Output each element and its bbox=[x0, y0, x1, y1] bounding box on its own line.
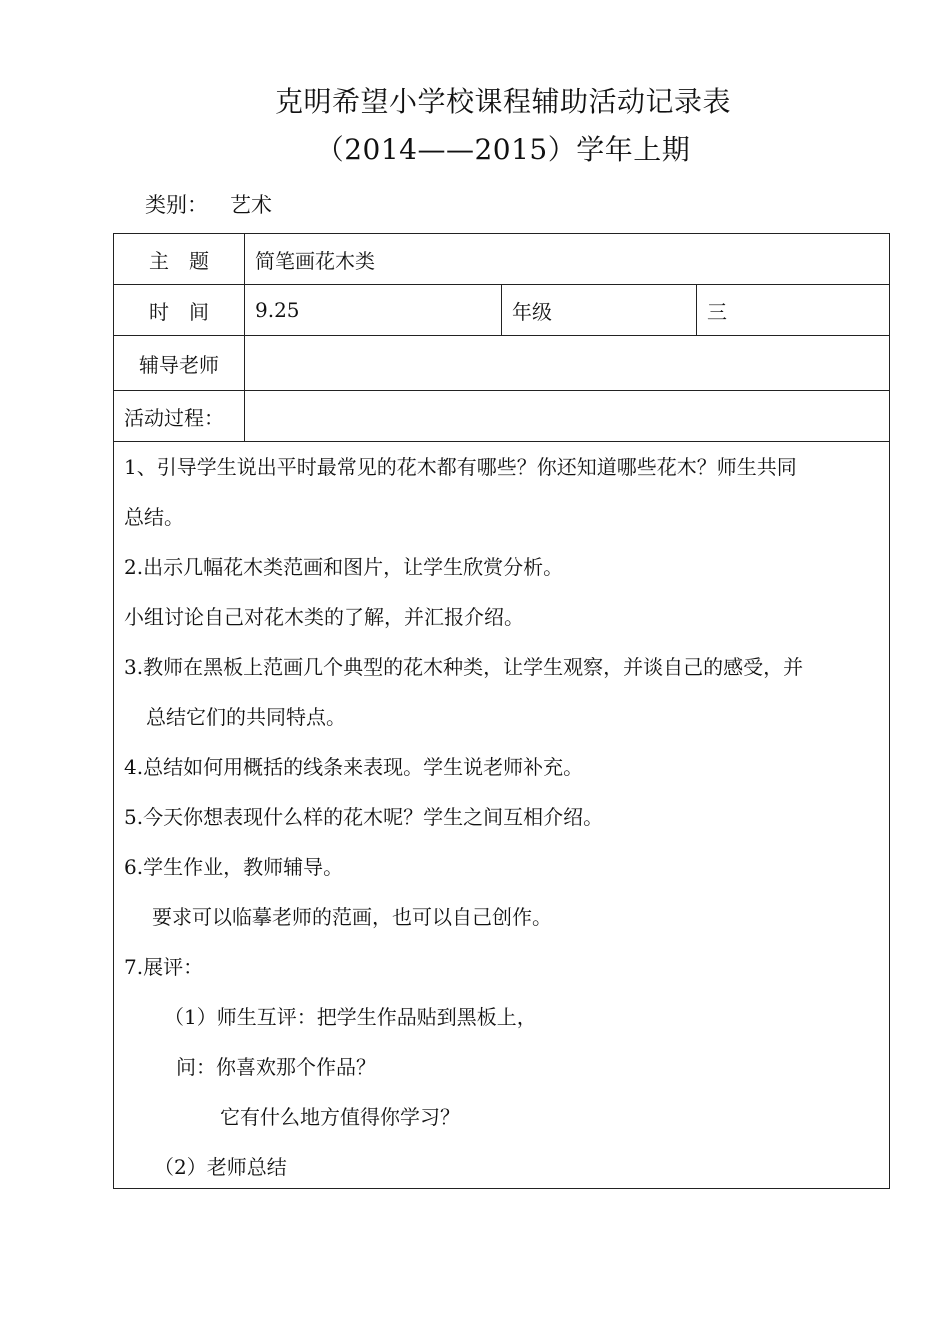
process-line: 问：你喜欢那个作品？ bbox=[176, 1055, 376, 1079]
teacher-label: 辅导老师 bbox=[139, 352, 219, 377]
process-line: 小组讨论自己对花木类的了解，并汇报介绍。 bbox=[124, 605, 524, 629]
process-line: （1）师生互评：把学生作品贴到黑板上， bbox=[164, 1005, 537, 1029]
category-value: 艺术 bbox=[230, 193, 272, 217]
activity-record-table bbox=[113, 233, 890, 1189]
category-line bbox=[145, 191, 272, 219]
process-line: 总结。 bbox=[124, 505, 184, 529]
topic-value: 简笔画花木类 bbox=[255, 248, 375, 273]
teacher-value bbox=[245, 336, 889, 390]
category-label: 类别： bbox=[145, 193, 208, 217]
process-line: 6.学生作业，教师辅导。 bbox=[124, 855, 344, 879]
process-label: 活动过程： bbox=[124, 405, 224, 430]
time-row bbox=[114, 285, 889, 336]
process-label-row bbox=[114, 391, 889, 442]
process-line: 2.出示几幅花木类范画和图片，让学生欣赏分析。 bbox=[124, 555, 564, 579]
process-line: 5.今天你想表现什么样的花木呢？学生之间互相介绍。 bbox=[124, 805, 604, 829]
process-line: 它有什么地方值得你学习？ bbox=[220, 1105, 460, 1129]
topic-row bbox=[114, 234, 889, 285]
process-value bbox=[245, 391, 889, 441]
process-line: 7.展评： bbox=[124, 955, 204, 979]
activity-process-content bbox=[114, 442, 889, 1192]
process-line: 3.教师在黑板上范画几个典型的花木种类，让学生观察，并谈自己的感受，并 bbox=[124, 655, 804, 679]
process-line: 1、引导学生说出平时最常见的花木都有哪些？你还知道哪些花木？师生共同 bbox=[124, 455, 797, 479]
process-line: 4.总结如何用概括的线条来表现。学生说老师补充。 bbox=[124, 755, 584, 779]
time-label: 时 间 bbox=[149, 299, 209, 324]
grade-label: 年级 bbox=[512, 299, 552, 324]
grade-value: 三 bbox=[707, 299, 727, 324]
process-line: （2）老师总结 bbox=[154, 1155, 287, 1179]
process-line: 总结它们的共同特点。 bbox=[146, 705, 346, 729]
school-year-subtitle: （2014——2015）学年上期 bbox=[315, 133, 691, 166]
topic-label: 主 题 bbox=[149, 248, 209, 273]
time-value: 9.25 bbox=[255, 298, 300, 322]
page-title: 克明希望小学校课程辅助活动记录表 bbox=[274, 85, 731, 118]
teacher-row bbox=[114, 336, 889, 391]
process-line: 要求可以临摹老师的范画，也可以自己创作。 bbox=[152, 905, 552, 929]
